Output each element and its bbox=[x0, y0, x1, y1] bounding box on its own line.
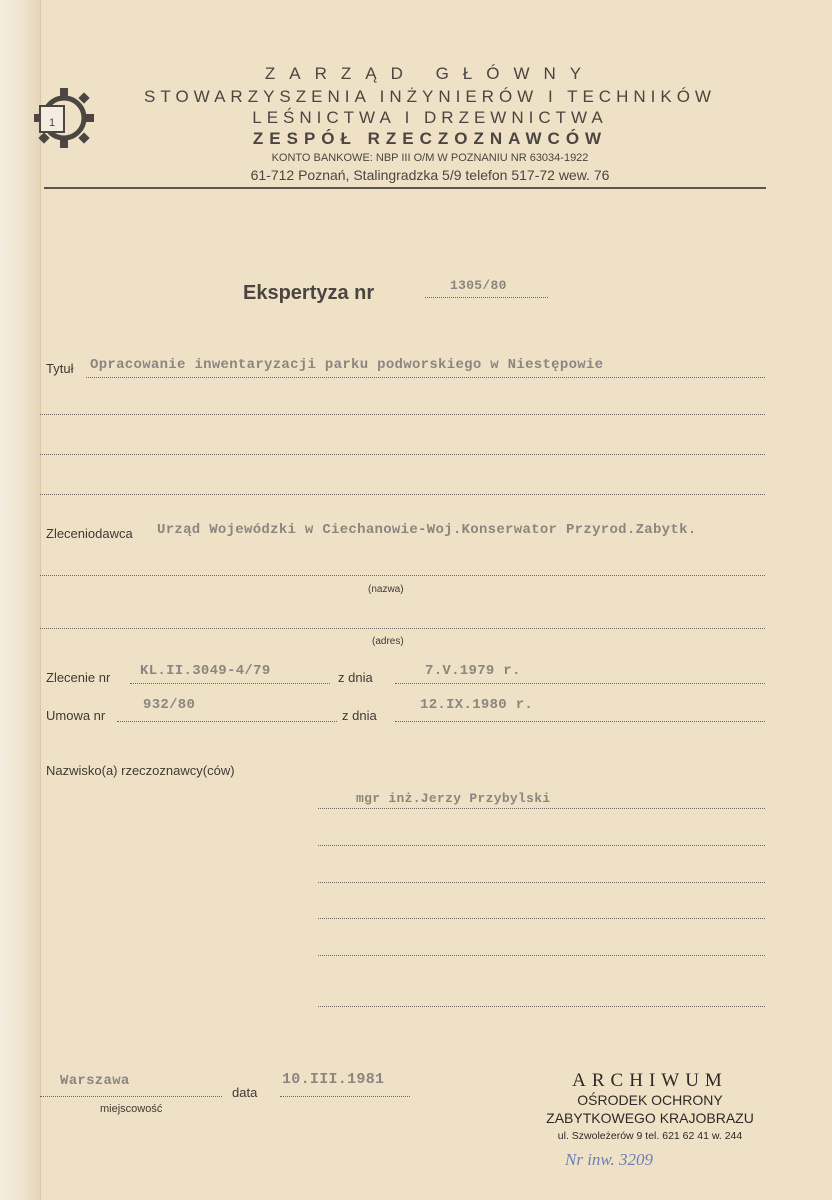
header-rule bbox=[44, 187, 766, 189]
client-address-caption: (adres) bbox=[372, 636, 404, 647]
inventory-number: Nr inw. 3209 bbox=[565, 1150, 654, 1169]
footer-place: Warszawa bbox=[60, 1073, 130, 1089]
expertise-label: Ekspertyza nr bbox=[243, 282, 375, 304]
expertise-number: 1305/80 bbox=[450, 278, 507, 293]
contract-date-line bbox=[395, 721, 765, 722]
title-line bbox=[40, 494, 765, 495]
experts-label: Nazwisko(a) rzeczoznawcy(ców) bbox=[46, 763, 235, 778]
order-label: Zlecenie nr bbox=[46, 670, 111, 685]
footer-place-caption: miejscowość bbox=[100, 1103, 163, 1115]
order-date-line bbox=[395, 683, 765, 684]
archive-stamp bbox=[515, 1070, 785, 1143]
expert-line bbox=[318, 808, 765, 809]
gear-logo-icon bbox=[30, 84, 98, 152]
expert-line bbox=[318, 845, 765, 846]
stamp-line-1: ARCHIWUM bbox=[572, 1070, 728, 1091]
footer-date-line bbox=[280, 1096, 410, 1097]
header-bank-account: KONTO BANKOWE: NBP III O/M W POZNANIU NR 63034-1922 bbox=[271, 152, 589, 164]
stamp-line-3: ZABYTKOWEGO KRAJOBRAZU bbox=[546, 1110, 754, 1126]
title-label: Tytuł bbox=[46, 361, 74, 376]
header-line-3: LEŚNICTWA I DRZEWNICTWA bbox=[252, 108, 608, 127]
header-line-1: ZARZĄD GŁÓWNY bbox=[264, 64, 596, 83]
order-date-label: z dnia bbox=[338, 670, 373, 685]
contract-number: 932/80 bbox=[143, 697, 196, 713]
expert-line bbox=[318, 918, 765, 919]
expert-line bbox=[318, 1006, 765, 1007]
contract-number-line bbox=[117, 721, 337, 722]
order-date: 7.V.1979 r. bbox=[425, 663, 521, 679]
order-number: KL.II.3049-4/79 bbox=[140, 663, 271, 679]
header-address: 61-712 Poznań, Stalingradzka 5/9 telefon 517-72 wew. 76 bbox=[250, 167, 610, 183]
stamp-line-4: ul. Szwoleżerów 9 tel. 621 62 41 w. 244 bbox=[557, 1130, 743, 1142]
client-value: Urząd Wojewódzki w Ciechanowie-Woj.Konserwator Przyrod.Zabytk. bbox=[157, 522, 697, 538]
binding-edge bbox=[0, 0, 41, 1200]
expert-line bbox=[318, 882, 765, 883]
contract-date: 12.IX.1980 r. bbox=[420, 697, 534, 713]
title-line bbox=[40, 454, 765, 455]
expertise-line bbox=[425, 297, 548, 298]
title-value: Opracowanie inwentaryzacji parku podworskiego w Niestępowie bbox=[90, 357, 604, 373]
footer-date: 10.III.1981 bbox=[282, 1071, 385, 1088]
footer-date-label: data bbox=[232, 1085, 258, 1100]
client-name-line bbox=[40, 575, 765, 576]
header-line-4: ZESPÓŁ RZECZOZNAWCÓW bbox=[252, 129, 608, 148]
expert-name: mgr inż.Jerzy Przybylski bbox=[356, 791, 551, 806]
svg-text:1: 1 bbox=[49, 117, 56, 129]
footer-place-line bbox=[40, 1096, 222, 1097]
contract-date-label: z dnia bbox=[342, 708, 377, 723]
contract-label: Umowa nr bbox=[46, 708, 106, 723]
order-number-line bbox=[130, 683, 330, 684]
title-line bbox=[86, 377, 765, 378]
stamp-line-2: OŚRODEK OCHRONY bbox=[577, 1092, 723, 1108]
client-label: Zleceniodawca bbox=[46, 526, 133, 541]
title-line bbox=[40, 414, 765, 415]
expert-line bbox=[318, 955, 765, 956]
client-address-line bbox=[40, 628, 765, 629]
header-line-2: STOWARZYSZENIA INŻYNIERÓW I TECHNIKÓW bbox=[144, 87, 716, 106]
client-name-caption: (nazwa) bbox=[368, 584, 404, 595]
